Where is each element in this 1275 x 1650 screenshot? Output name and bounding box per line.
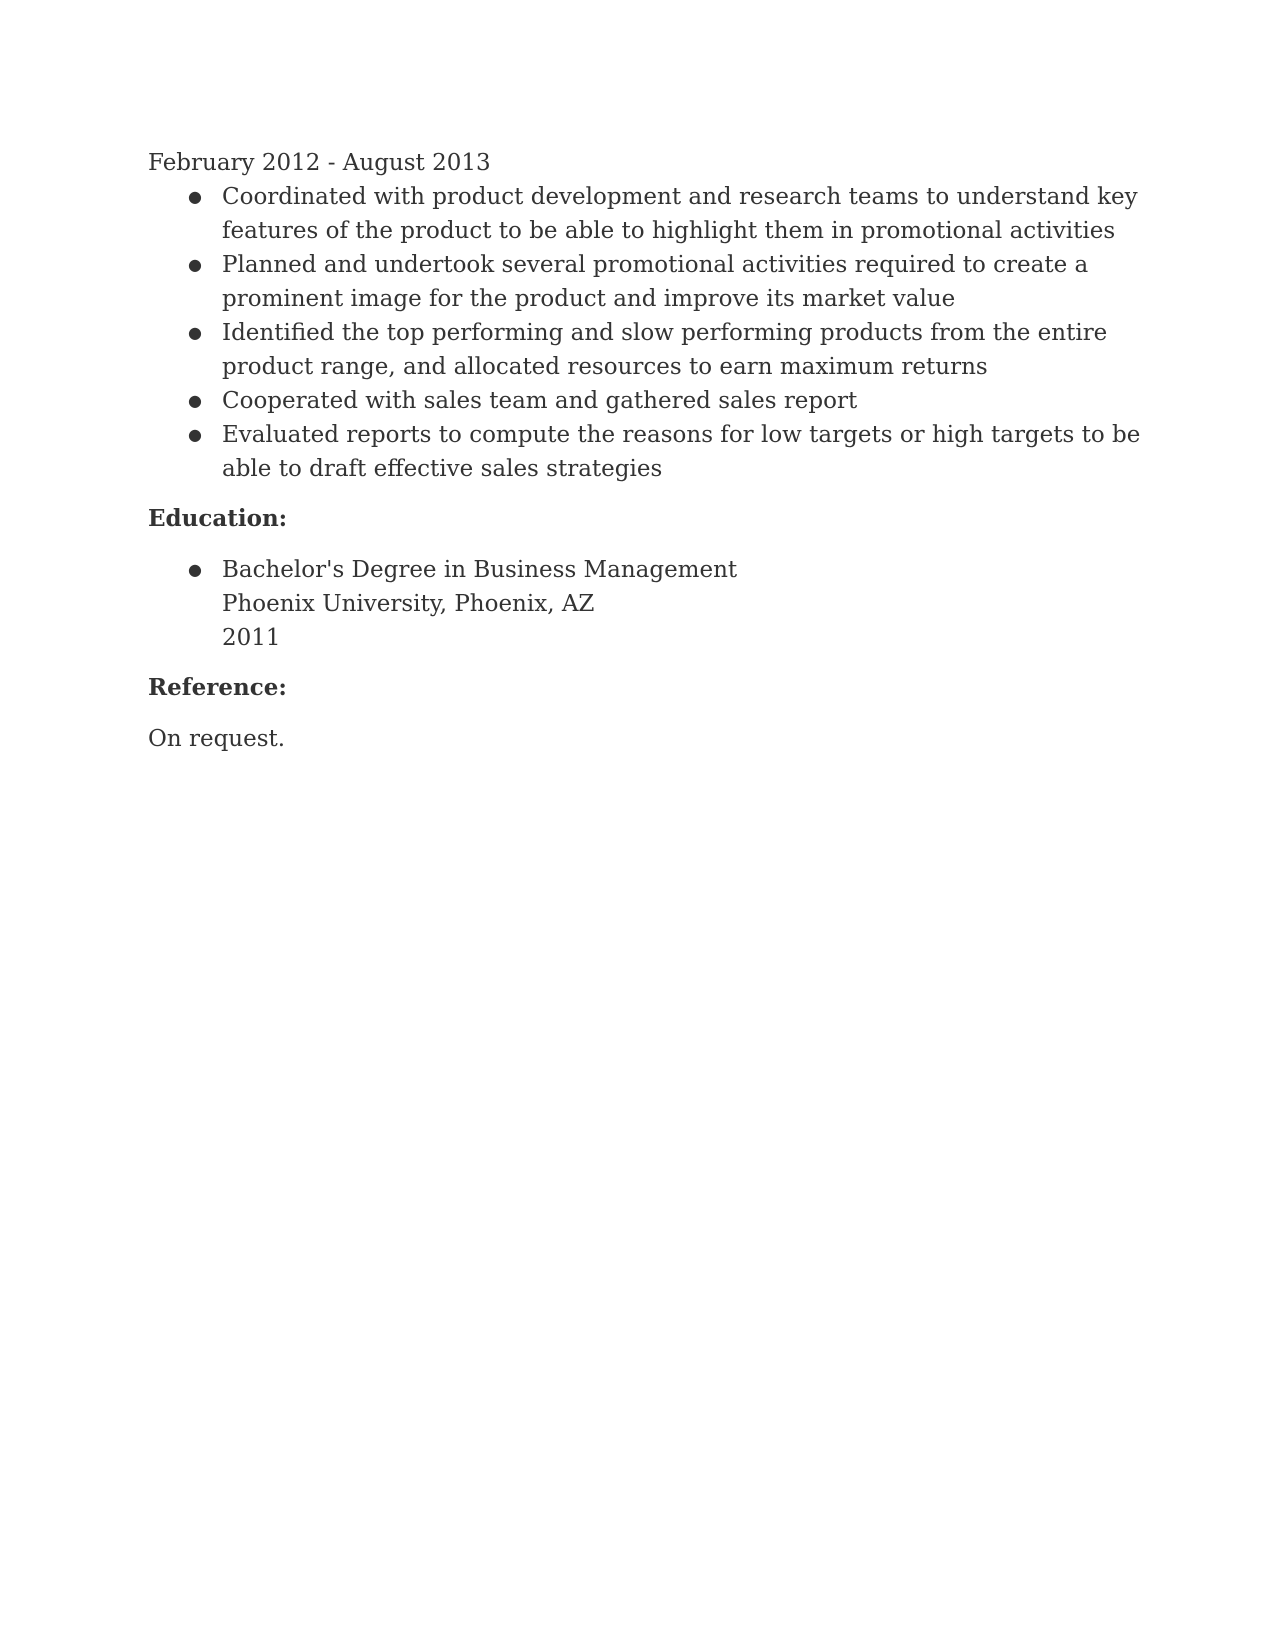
education-degree: Bachelor's Degree in Business Management — [222, 557, 738, 583]
bullet-text-line: prominent image for the product and improve its market value — [222, 286, 956, 312]
experience-bullet-list — [148, 180, 1141, 486]
bullet-text-line: product range, and allocated resources to earn maximum returns — [222, 354, 988, 380]
bullet-text-line: Evaluated reports to compute the reasons for low targets or high targets to be — [222, 422, 1141, 448]
list-item — [148, 418, 1141, 486]
bullet-text-line: Coordinated with product development and research teams to understand key — [222, 184, 1138, 210]
resume-page — [148, 146, 1141, 756]
education-heading: Education: — [148, 505, 288, 532]
bullet-text-line: Identified the top performing and slow performing products from the entire — [222, 320, 1108, 346]
bullet-text-line: features of the product to be able to highlight them in promotional activities — [222, 218, 1116, 244]
bullet-icon: ● — [188, 255, 202, 274]
reference-text: On request. — [148, 726, 286, 752]
education-list — [148, 553, 1108, 655]
education-year: 2011 — [222, 625, 281, 651]
bullet-icon: ● — [188, 560, 202, 579]
list-item — [148, 553, 1108, 655]
education-school: Phoenix University, Phoenix, AZ — [222, 591, 595, 617]
bullet-icon: ● — [188, 187, 202, 206]
bullet-icon: ● — [188, 391, 202, 410]
reference-heading: Reference: — [148, 674, 287, 701]
list-item — [148, 180, 1138, 248]
bullet-text-line: able to draft effective sales strategies — [222, 456, 663, 482]
list-item — [148, 248, 1108, 316]
bullet-icon: ● — [188, 425, 202, 444]
list-item — [148, 384, 1108, 418]
experience-dates: February 2012 - August 2013 — [148, 150, 491, 176]
list-item — [148, 316, 1108, 384]
bullet-text-line: Planned and undertook several promotional activities required to create a — [222, 252, 1089, 278]
bullet-icon: ● — [188, 323, 202, 342]
bullet-text-line: Cooperated with sales team and gathered sales report — [222, 388, 858, 414]
